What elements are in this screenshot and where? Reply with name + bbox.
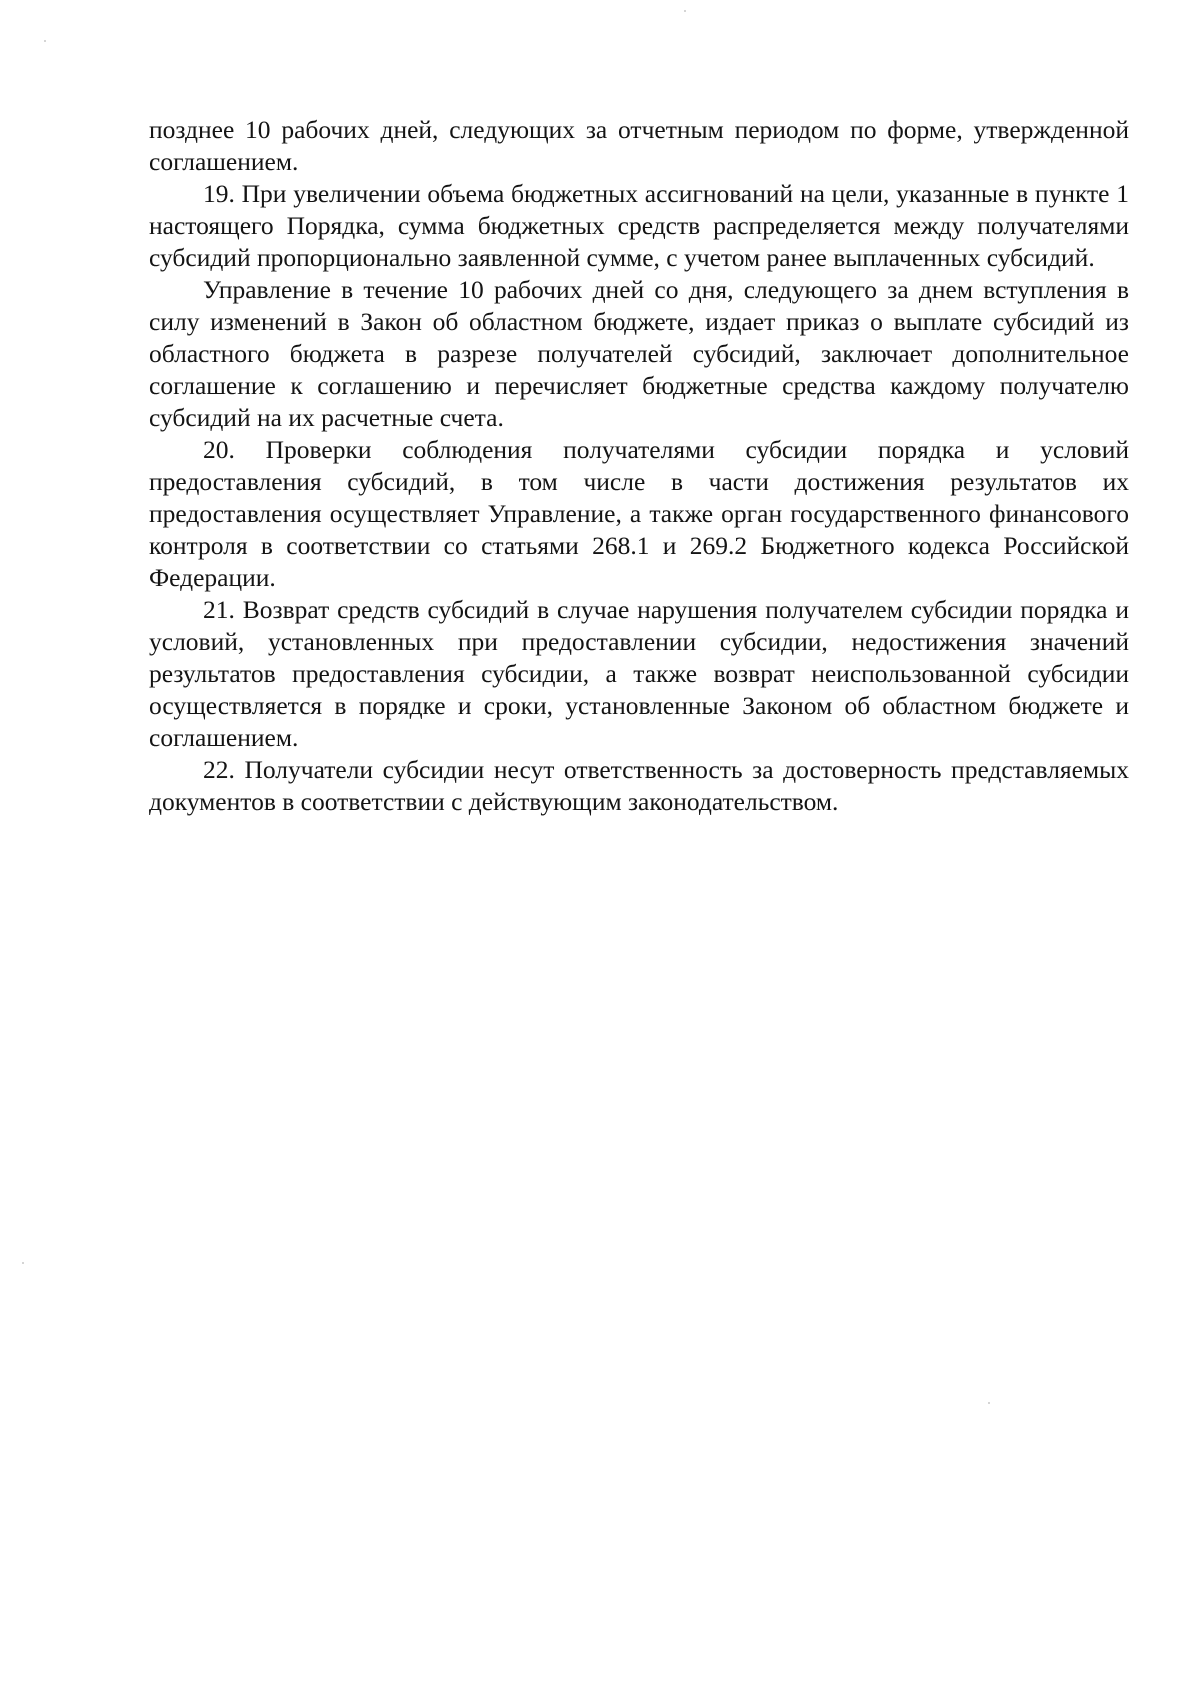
scan-artifact bbox=[44, 40, 46, 42]
scan-artifact bbox=[22, 1262, 24, 1264]
document-body bbox=[149, 114, 1129, 818]
paragraph-item-20: 20. Проверки соблюдения получателями субсидии порядка и условий предоставления субсидий, в том числе в части достижения результатов их предоставления осуществляет Управление, а также орган государственного финансового контроля в соответствии со статьями 268.1 и 269.2 Бюджетного кодекса Российской Федерации. bbox=[149, 435, 1129, 592]
scan-artifact bbox=[684, 10, 686, 12]
paragraph-management-procedure: Управление в течение 10 рабочих дней со дня, следующего за днем вступления в силу изменений в Закон об областном бюджете, издает приказ о выплате субсидий из областного бюджета в разрезе получателей субсидий, заключает дополнительное соглашение к соглашению и перечисляет бюджетные средства каждому получателю субсидий на их расчетные счета. bbox=[149, 275, 1129, 432]
paragraph-continuation: позднее 10 рабочих дней, следующих за отчетным периодом по форме, утвержденной соглашением. bbox=[149, 115, 1129, 176]
paragraph-item-19: 19. При увеличении объема бюджетных ассигнований на цели, указанные в пункте 1 настоящего Порядка, сумма бюджетных средств распределяется между получателями субсидий пропорционально заявленной сумме, с учетом ранее выплаченных субсидий. bbox=[149, 179, 1129, 272]
paragraph-item-21: 21. Возврат средств субсидий в случае нарушения получателем субсидии порядка и условий, установленных при предоставлении субсидии, недостижения значений результатов предоставления субсидии, а также возврат неиспользованной субсидии осуществляется в порядке и сроки, установленные Законом об областном бюджете и соглашением. bbox=[149, 595, 1129, 752]
scan-artifact bbox=[988, 1402, 990, 1404]
paragraph-item-22: 22. Получатели субсидии несут ответственность за достоверность представляемых документов в соответствии с действующим законодательством. bbox=[149, 755, 1129, 816]
